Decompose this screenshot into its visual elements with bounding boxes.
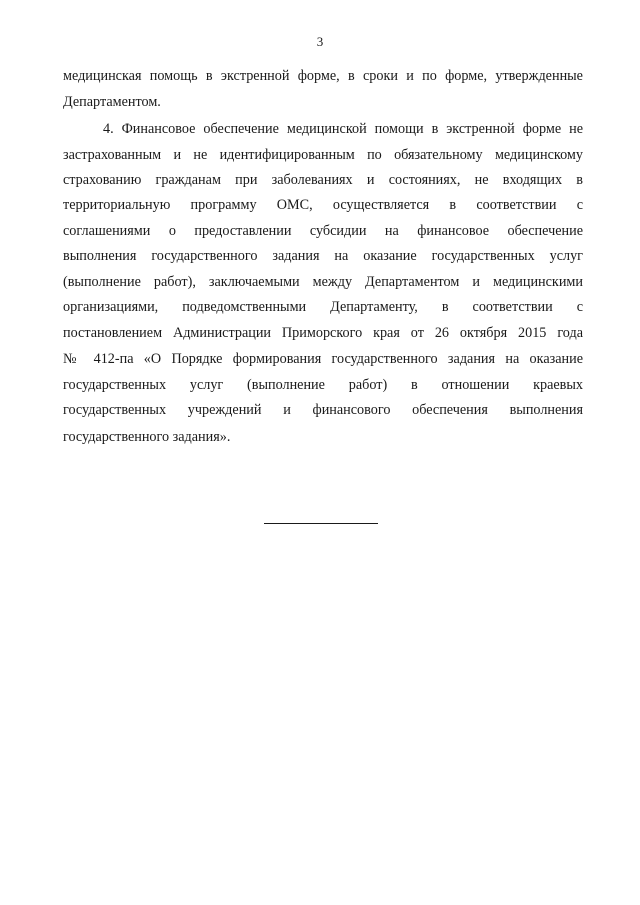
text-line: постановлением Администрации Приморского края от 26 октября 2015 года [63, 325, 583, 341]
text-line: государственных услуг (выполнение работ) в отношении краевых [63, 377, 583, 393]
paragraph-start-line: 4. Финансовое обеспечение медицинской помощи в экстренной форме не [103, 121, 583, 137]
text-line: (выполнение работ), заключаемыми между Департаментом и медицинскими [63, 274, 583, 290]
text-line: соглашениями о предоставлении субсидии на финансовое обеспечение [63, 223, 583, 239]
text-line: выполнения государственного задания на оказание государственных услуг [63, 248, 583, 264]
text-line: государственных учреждений и финансового обеспечения выполнения [63, 402, 583, 418]
text-line: территориальную программу ОМС, осуществляется в соответствии с [63, 197, 583, 213]
text-line: медицинская помощь в экстренной форме, в сроки и по форме, утвержденные [63, 68, 583, 84]
text-line: № 412-па «О Порядке формирования государственного задания на оказание [63, 351, 583, 367]
text-line: страхованию гражданам при заболеваниях и состояниях, не входящих в [63, 172, 583, 188]
text-line: застрахованным и не идентифицированным по обязательному медицинскому [63, 147, 583, 163]
page-number: 3 [316, 34, 324, 49]
text-line: государственного задания». [63, 429, 231, 445]
text-line: Департаментом. [63, 94, 161, 110]
end-separator-line [264, 523, 378, 524]
text-line: организациями, подведомственными Департаменту, в соответствии с [63, 299, 583, 315]
